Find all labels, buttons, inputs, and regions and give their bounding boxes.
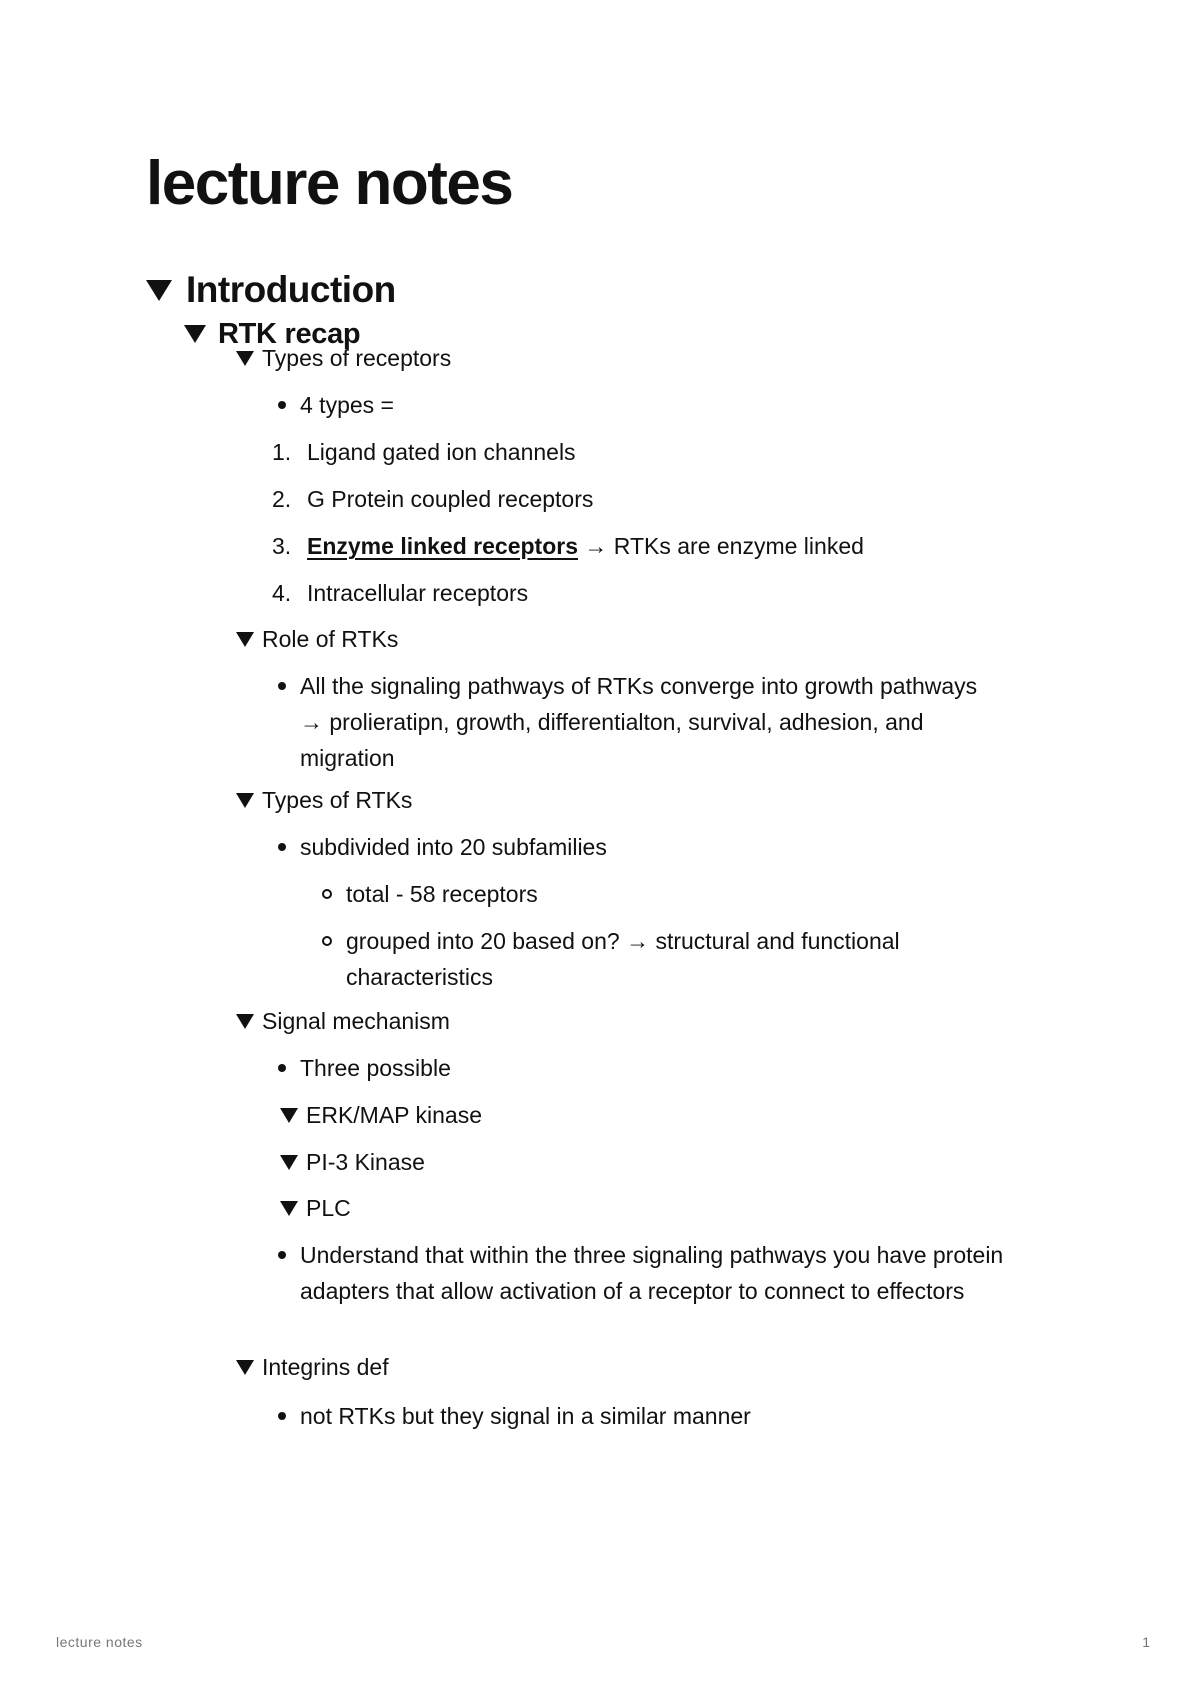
list-item-text: Understand that within the three signaling pathways you have protein adapters that allow activation of a receptor to connect to effectors bbox=[300, 1242, 1004, 1304]
bullet-icon bbox=[278, 1412, 286, 1420]
bullet-icon bbox=[278, 843, 286, 851]
toggle-role-of-rtks[interactable] bbox=[236, 621, 398, 657]
toggle-triangle-icon[interactable] bbox=[236, 1360, 254, 1375]
toggle-triangle-icon[interactable] bbox=[184, 325, 206, 343]
toggle-triangle-icon[interactable] bbox=[280, 1155, 298, 1170]
list-item bbox=[278, 829, 607, 865]
footer-page-number: 1 bbox=[1142, 1634, 1150, 1650]
list-item bbox=[278, 387, 394, 423]
list-item-text: All the signaling pathways of RTKs converge into growth pathways → prolieratipn, growth, differentialton, survival, adhesion, and migration bbox=[300, 673, 978, 771]
bullet-icon bbox=[278, 401, 286, 409]
numbered-item bbox=[272, 481, 593, 517]
item-text: Intracellular receptors bbox=[307, 580, 529, 606]
toggle-label: Role of RTKs bbox=[262, 626, 399, 652]
sub-list-item bbox=[322, 876, 538, 912]
hollow-bullet-icon bbox=[322, 889, 332, 899]
list-item-text: grouped into 20 based on? → structural and functional characteristics bbox=[346, 928, 900, 990]
list-item bbox=[278, 1237, 1060, 1309]
sub-list-item bbox=[322, 923, 966, 995]
toggle-triangle-icon[interactable] bbox=[280, 1108, 298, 1123]
toggle-triangle-icon[interactable] bbox=[236, 793, 254, 808]
toggle-pi3-kinase[interactable] bbox=[280, 1144, 425, 1180]
toggle-types-of-receptors[interactable] bbox=[236, 340, 451, 376]
item-text: G Protein coupled receptors bbox=[307, 486, 594, 512]
toggle-label: Signal mechanism bbox=[262, 1008, 450, 1034]
item-number: 1. bbox=[272, 439, 292, 465]
heading-text: Introduction bbox=[186, 269, 396, 310]
toggle-plc[interactable] bbox=[280, 1190, 351, 1226]
bullet-icon bbox=[278, 1064, 286, 1072]
item-text: Ligand gated ion channels bbox=[307, 439, 576, 465]
page-title: lecture notes bbox=[146, 149, 513, 218]
toggle-label: PI-3 Kinase bbox=[306, 1149, 425, 1175]
toggle-heading-introduction[interactable] bbox=[146, 268, 396, 312]
toggle-integrins-def[interactable] bbox=[236, 1349, 389, 1385]
toggle-triangle-icon[interactable] bbox=[236, 1014, 254, 1029]
toggle-label: Types of receptors bbox=[262, 345, 452, 371]
toggle-erk-map-kinase[interactable] bbox=[280, 1097, 482, 1133]
toggle-label: Types of RTKs bbox=[262, 787, 413, 813]
list-item-text: not RTKs but they signal in a similar manner bbox=[300, 1403, 751, 1429]
numbered-item bbox=[272, 575, 528, 611]
toggle-triangle-icon[interactable] bbox=[236, 351, 254, 366]
bullet-icon bbox=[278, 682, 286, 690]
list-item-text: subdivided into 20 subfamilies bbox=[300, 834, 607, 860]
list-item bbox=[278, 668, 990, 776]
item-number: 4. bbox=[272, 580, 292, 606]
item-number: 3. bbox=[272, 533, 292, 559]
toggle-signal-mechanism[interactable] bbox=[236, 1003, 450, 1039]
bullet-icon bbox=[278, 1251, 286, 1259]
numbered-item bbox=[272, 434, 576, 470]
toggle-triangle-icon[interactable] bbox=[280, 1201, 298, 1216]
enzyme-linked-receptors-link[interactable]: Enzyme linked receptors bbox=[307, 533, 578, 559]
item-text: → RTKs are enzyme linked bbox=[578, 533, 864, 559]
list-item bbox=[278, 1050, 451, 1086]
toggle-triangle-icon[interactable] bbox=[146, 280, 172, 301]
toggle-triangle-icon[interactable] bbox=[236, 632, 254, 647]
toggle-label: Integrins def bbox=[262, 1354, 389, 1380]
list-item-text: total - 58 receptors bbox=[346, 881, 538, 907]
toggle-label: ERK/MAP kinase bbox=[306, 1102, 482, 1128]
numbered-item bbox=[272, 528, 864, 564]
hollow-bullet-icon bbox=[322, 936, 332, 946]
list-item bbox=[278, 1398, 751, 1434]
heading-text: RTK recap bbox=[218, 318, 361, 350]
list-item-text: 4 types = bbox=[300, 392, 394, 418]
toggle-types-of-rtks[interactable] bbox=[236, 782, 412, 818]
toggle-label: PLC bbox=[306, 1195, 351, 1221]
item-number: 2. bbox=[272, 486, 292, 512]
footer-doc-name: lecture notes bbox=[56, 1634, 143, 1650]
list-item-text: Three possible bbox=[300, 1055, 451, 1081]
